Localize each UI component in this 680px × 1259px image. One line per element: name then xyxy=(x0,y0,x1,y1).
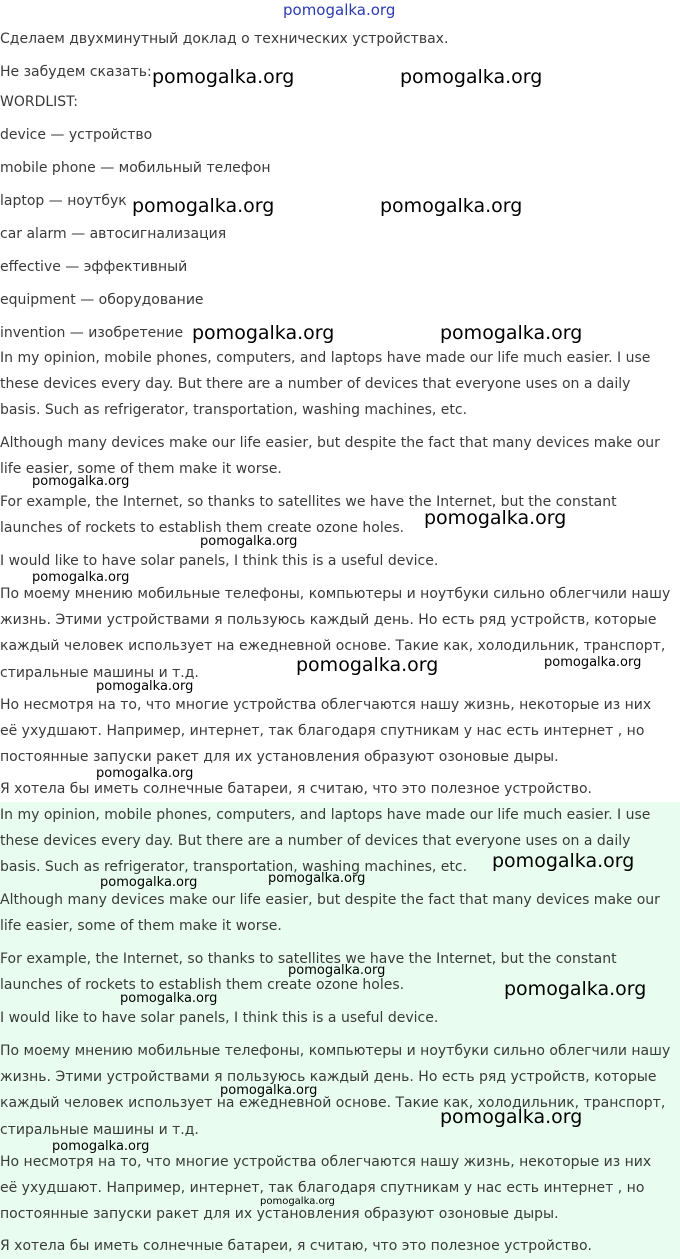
watermark: pomogalka.org xyxy=(32,570,130,585)
text-ru-paragraph: Я хотела бы иметь солнечные батареи, я считаю, что это полезное устройство. xyxy=(0,781,592,797)
watermark: pomogalka.org xyxy=(96,679,194,694)
watermark: pomogalka.org xyxy=(200,534,298,549)
wordlist-item: effective — эффективный xyxy=(0,259,188,275)
watermark: pomogalka.org xyxy=(192,322,335,344)
watermark: pomogalka.org xyxy=(268,871,366,886)
watermark: pomogalka.org xyxy=(380,195,523,217)
watermark: pomogalka.org xyxy=(492,850,635,872)
wordlist-item: device — устройство xyxy=(0,127,153,143)
watermark: pomogalka.org xyxy=(132,195,275,217)
watermark: pomogalka.org xyxy=(296,654,439,676)
text-en-paragraph: Although many devices make our life easier, but despite the fact that many devices make our life easier, some of them make it worse. xyxy=(0,435,660,478)
wordlist-item: invention — изобретение xyxy=(0,325,184,341)
text-ru-paragraph-repeat: Но несмотря на то, что многие устройства облегчаются нашу жизнь, некоторые из них её ухудшают. Например, интернет, так благодаря спутникам у нас есть интернет , но постоянные запуски ракет для их установления образуют озоновые дыры. xyxy=(0,1154,652,1223)
text-ru-paragraph: Но несмотря на то, что многие устройства облегчаются нашу жизнь, некоторые из них её ухудшают. Например, интернет, так благодаря спутникам у нас есть интернет , но постоянные запуски ракет для их установления образуют озоновые дыры. xyxy=(0,697,652,766)
watermark: pomogalka.org xyxy=(424,507,567,529)
wordlist-item: mobile phone — мобильный телефон xyxy=(0,160,271,176)
wordlist-item: car alarm — автосигнализация xyxy=(0,226,227,242)
watermark: pomogalka.org xyxy=(288,963,386,978)
text-en-paragraph: In my opinion, mobile phones, computers, and laptops have made our life much easier. I use these devices every day. But there are a number of devices that everyone uses on a daily basis. Such as refrigerator, transportation, washing machines, etc. xyxy=(0,350,651,419)
text-en-paragraph-repeat: In my opinion, mobile phones, computers, and laptops have made our life much easier. I use these devices every day. But there are a number of devices that everyone uses on a daily basis. Such as refrigerator, transportation, washing machines, etc. xyxy=(0,807,651,876)
text-en-paragraph-repeat: For example, the Internet, so thanks to satellites we have the Internet, but the constant launches of rockets to establish them create ozone holes. xyxy=(0,951,617,994)
wordlist-title: WORDLIST: xyxy=(0,94,78,110)
watermark: pomogalka.org xyxy=(440,1106,583,1128)
watermark: pomogalka.org xyxy=(100,875,198,890)
text-en-paragraph: For example, the Internet, so thanks to satellites we have the Internet, but the constant launches of rockets to establish them create ozone holes. xyxy=(0,494,617,537)
watermark: pomogalka.org xyxy=(120,991,218,1006)
watermark: pomogalka.org xyxy=(544,655,642,670)
text-ru-paragraph: По моему мнению мобильные телефоны, компьютеры и ноутбуки сильно облегчили нашу жизнь. Этими устройствами я пользуюсь каждый день. Но есть ряд устройств, которые каждый человек использует на ежедневной основе. Такие как, холодильник, транспорт, стиральные машины и т.д. xyxy=(0,586,671,681)
watermark: pomogalka.org xyxy=(220,1083,318,1098)
text-en-paragraph-repeat: I would like to have solar panels, I think this is a useful device. xyxy=(0,1010,439,1026)
watermark: pomogalka.org xyxy=(152,66,295,88)
dont-forget-text: Не забудем сказать: xyxy=(0,64,152,80)
text-en-paragraph-repeat: Although many devices make our life easier, but despite the fact that many devices make our life easier, some of them make it worse. xyxy=(0,892,660,935)
watermark: pomogalka.org xyxy=(504,978,647,1000)
watermark: pomogalka.org xyxy=(96,766,194,781)
watermark: pomogalka.org xyxy=(260,1196,335,1207)
intro-text: Сделаем двухминутный доклад о технических устройствах. xyxy=(0,31,449,47)
watermark: pomogalka.org xyxy=(440,322,583,344)
text-en-paragraph: I would like to have solar panels, I think this is a useful device. xyxy=(0,553,439,569)
wordlist-item: laptop — ноутбук xyxy=(0,193,127,209)
header-watermark: pomogalka.org xyxy=(283,1,396,19)
wordlist-item: equipment — оборудование xyxy=(0,292,204,308)
text-ru-paragraph-repeat: Я хотела бы иметь солнечные батареи, я считаю, что это полезное устройство. xyxy=(0,1238,592,1254)
watermark: pomogalka.org xyxy=(32,474,130,489)
text-ru-paragraph-repeat: По моему мнению мобильные телефоны, компьютеры и ноутбуки сильно облегчили нашу жизнь. Этими устройствами я пользуюсь каждый день. Но есть ряд устройств, которые каждый человек использует на ежедневной основе. Такие как, холодильник, транспорт, стиральные машины и т.д. xyxy=(0,1043,671,1138)
watermark: pomogalka.org xyxy=(400,66,543,88)
watermark: pomogalka.org xyxy=(52,1139,150,1154)
